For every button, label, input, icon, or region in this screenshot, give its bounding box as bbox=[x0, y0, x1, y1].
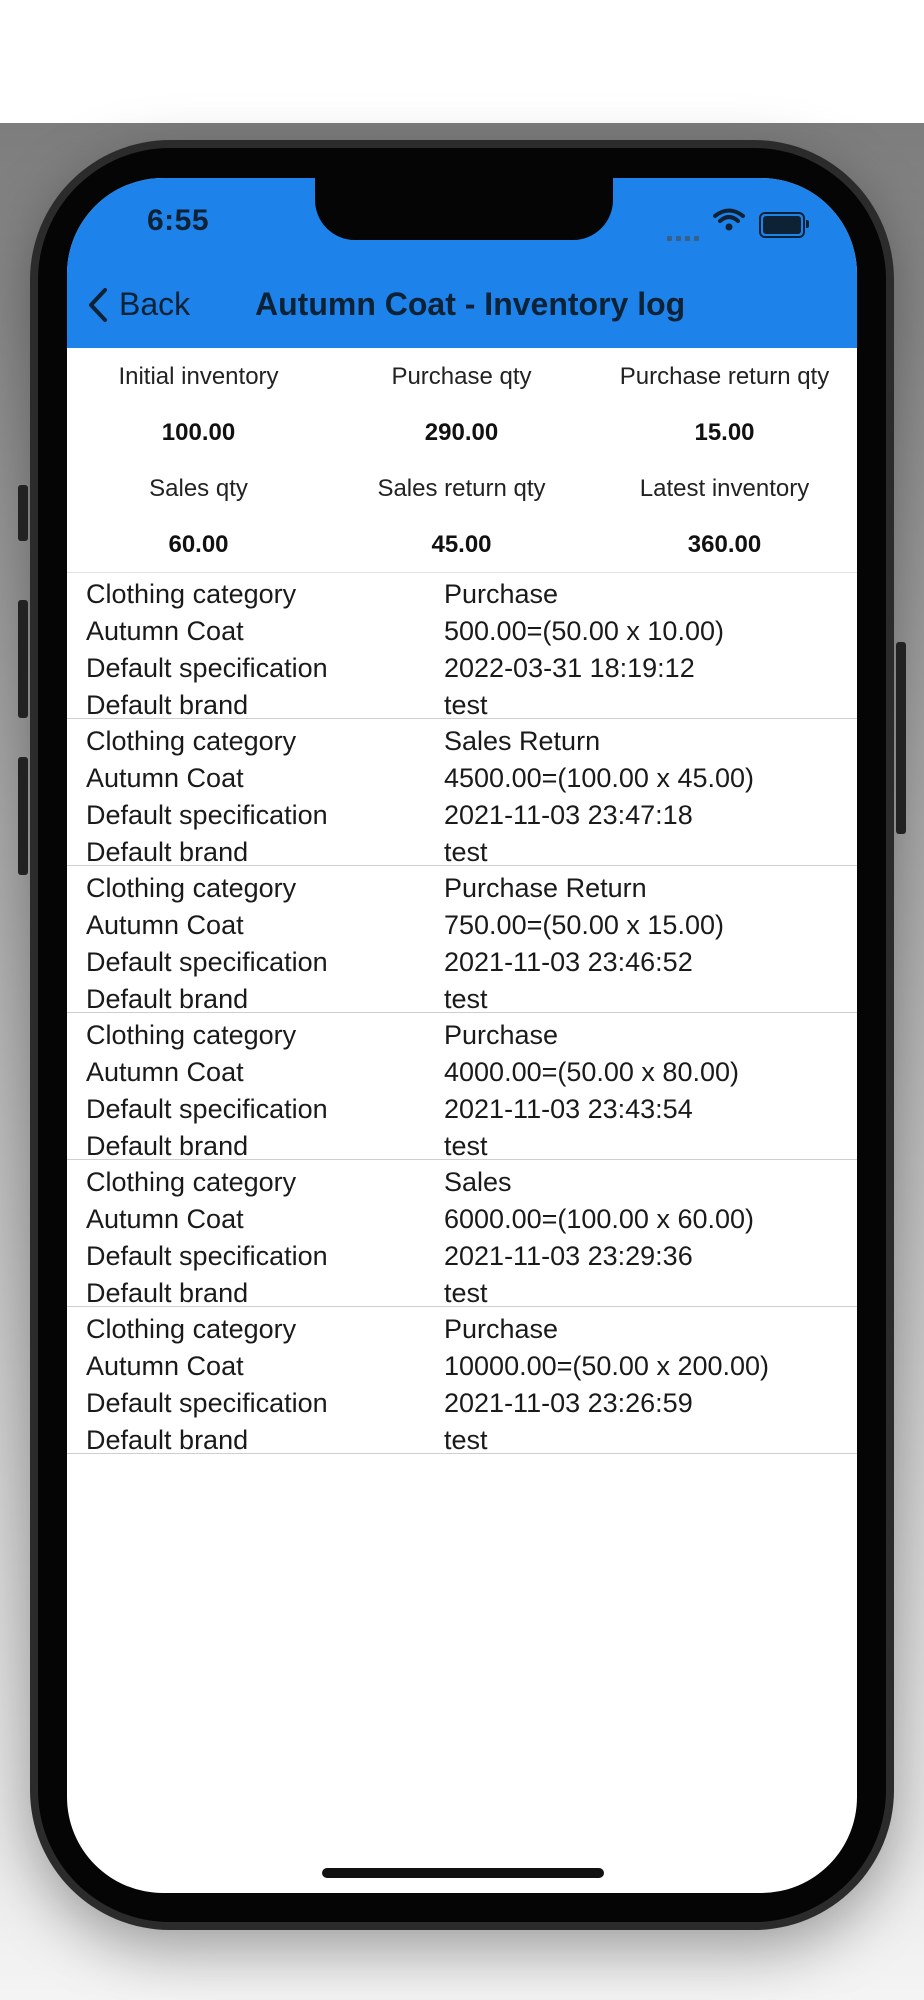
record-brand: Default brand bbox=[86, 837, 249, 867]
record-spec: Default specification bbox=[86, 1388, 328, 1418]
record-user: test bbox=[444, 690, 488, 720]
summary-row bbox=[67, 348, 857, 460]
record-brand: Default brand bbox=[86, 1131, 249, 1161]
record-left-column bbox=[67, 1311, 444, 1453]
record-left-column bbox=[67, 1164, 444, 1306]
signal-icon bbox=[667, 228, 703, 246]
record-datetime: 2021-11-03 23:29:36 bbox=[444, 1241, 693, 1271]
inventory-summary bbox=[67, 348, 857, 573]
back-label: Back bbox=[119, 286, 191, 322]
record-type: Sales Return bbox=[444, 726, 601, 756]
record-user: test bbox=[444, 837, 488, 867]
record-amount: 750.00=(50.00 x 15.00) bbox=[444, 910, 724, 940]
summary-label: Initial inventory bbox=[118, 363, 279, 390]
record-amount: 500.00=(50.00 x 10.00) bbox=[444, 616, 724, 646]
record-right-column bbox=[444, 723, 857, 865]
status-time: 6:55 bbox=[147, 204, 210, 237]
record-product: Autumn Coat bbox=[86, 616, 244, 646]
record-right-column bbox=[444, 576, 857, 718]
record-amount: 4500.00=(100.00 x 45.00) bbox=[444, 763, 754, 793]
summary-initial-inventory bbox=[67, 348, 330, 460]
record-product: Autumn Coat bbox=[86, 1351, 244, 1381]
record-left-column bbox=[67, 576, 444, 718]
volume-down-button bbox=[18, 757, 28, 875]
record-type: Purchase bbox=[444, 1314, 559, 1344]
summary-value: 60.00 bbox=[168, 531, 229, 558]
list-item[interactable] bbox=[67, 1160, 857, 1307]
record-amount: 6000.00=(100.00 x 60.00) bbox=[444, 1204, 754, 1234]
summary-label: Purchase qty bbox=[391, 363, 532, 390]
chevron-left-icon bbox=[87, 287, 109, 323]
record-type: Sales bbox=[444, 1167, 512, 1197]
record-left-column bbox=[67, 1017, 444, 1159]
summary-value: 100.00 bbox=[161, 419, 236, 446]
record-type: Purchase bbox=[444, 1020, 559, 1050]
wifi-icon bbox=[713, 208, 745, 237]
record-left-column bbox=[67, 723, 444, 865]
record-spec: Default specification bbox=[86, 947, 328, 977]
record-user: test bbox=[444, 984, 488, 1014]
record-user: test bbox=[444, 1131, 488, 1161]
record-user: test bbox=[444, 1425, 488, 1455]
summary-label: Latest inventory bbox=[639, 475, 810, 502]
record-category: Clothing category bbox=[86, 873, 297, 903]
record-category: Clothing category bbox=[86, 1314, 297, 1344]
record-category: Clothing category bbox=[86, 726, 297, 756]
summary-purchase-return-qty bbox=[593, 348, 856, 460]
screen bbox=[67, 178, 857, 1893]
record-right-column bbox=[444, 1164, 857, 1306]
volume-up-button bbox=[18, 600, 28, 718]
record-product: Autumn Coat bbox=[86, 910, 244, 940]
summary-label: Purchase return qty bbox=[619, 363, 830, 390]
summary-label: Sales return qty bbox=[377, 475, 546, 502]
list-item[interactable] bbox=[67, 1013, 857, 1160]
record-spec: Default specification bbox=[86, 800, 328, 830]
list-item[interactable] bbox=[67, 719, 857, 866]
list-item[interactable] bbox=[67, 572, 857, 719]
record-right-column bbox=[444, 870, 857, 1012]
record-product: Autumn Coat bbox=[86, 1204, 244, 1234]
record-brand: Default brand bbox=[86, 984, 249, 1014]
back-button[interactable] bbox=[87, 286, 190, 323]
record-type: Purchase Return bbox=[444, 873, 647, 903]
summary-value: 360.00 bbox=[687, 531, 762, 558]
record-product: Autumn Coat bbox=[86, 1057, 244, 1087]
home-indicator[interactable] bbox=[322, 1868, 604, 1878]
record-category: Clothing category bbox=[86, 579, 297, 609]
summary-sales-qty bbox=[67, 460, 330, 572]
record-spec: Default specification bbox=[86, 1241, 328, 1271]
summary-row bbox=[67, 460, 857, 572]
record-left-column bbox=[67, 870, 444, 1012]
record-category: Clothing category bbox=[86, 1020, 297, 1050]
notch bbox=[315, 178, 613, 240]
record-brand: Default brand bbox=[86, 1278, 249, 1308]
record-right-column bbox=[444, 1311, 857, 1453]
summary-value: 45.00 bbox=[431, 531, 492, 558]
mute-switch bbox=[18, 485, 28, 541]
summary-purchase-qty bbox=[330, 348, 593, 460]
record-amount: 4000.00=(50.00 x 80.00) bbox=[444, 1057, 739, 1087]
record-type: Purchase bbox=[444, 579, 559, 609]
summary-sales-return-qty bbox=[330, 460, 593, 572]
record-product: Autumn Coat bbox=[86, 763, 244, 793]
page-title: Autumn Coat - Inventory log bbox=[255, 286, 686, 322]
inventory-log-list bbox=[67, 572, 857, 1454]
battery-icon bbox=[759, 212, 805, 238]
record-category: Clothing category bbox=[86, 1167, 297, 1197]
summary-value: 290.00 bbox=[424, 419, 499, 446]
record-spec: Default specification bbox=[86, 653, 328, 683]
power-button bbox=[896, 642, 906, 834]
summary-latest-inventory bbox=[593, 460, 856, 572]
record-datetime: 2021-11-03 23:43:54 bbox=[444, 1094, 693, 1124]
record-datetime: 2022-03-31 18:19:12 bbox=[444, 653, 695, 683]
record-user: test bbox=[444, 1278, 488, 1308]
record-spec: Default specification bbox=[86, 1094, 328, 1124]
record-datetime: 2021-11-03 23:26:59 bbox=[444, 1388, 693, 1418]
record-brand: Default brand bbox=[86, 690, 249, 720]
list-item[interactable] bbox=[67, 866, 857, 1013]
record-brand: Default brand bbox=[86, 1425, 249, 1455]
summary-label: Sales qty bbox=[149, 475, 248, 502]
record-datetime: 2021-11-03 23:47:18 bbox=[444, 800, 693, 830]
list-item[interactable] bbox=[67, 1307, 857, 1454]
record-datetime: 2021-11-03 23:46:52 bbox=[444, 947, 693, 977]
record-amount: 10000.00=(50.00 x 200.00) bbox=[444, 1351, 770, 1381]
nav-header bbox=[67, 178, 857, 348]
summary-value: 15.00 bbox=[694, 419, 755, 446]
record-right-column bbox=[444, 1017, 857, 1159]
